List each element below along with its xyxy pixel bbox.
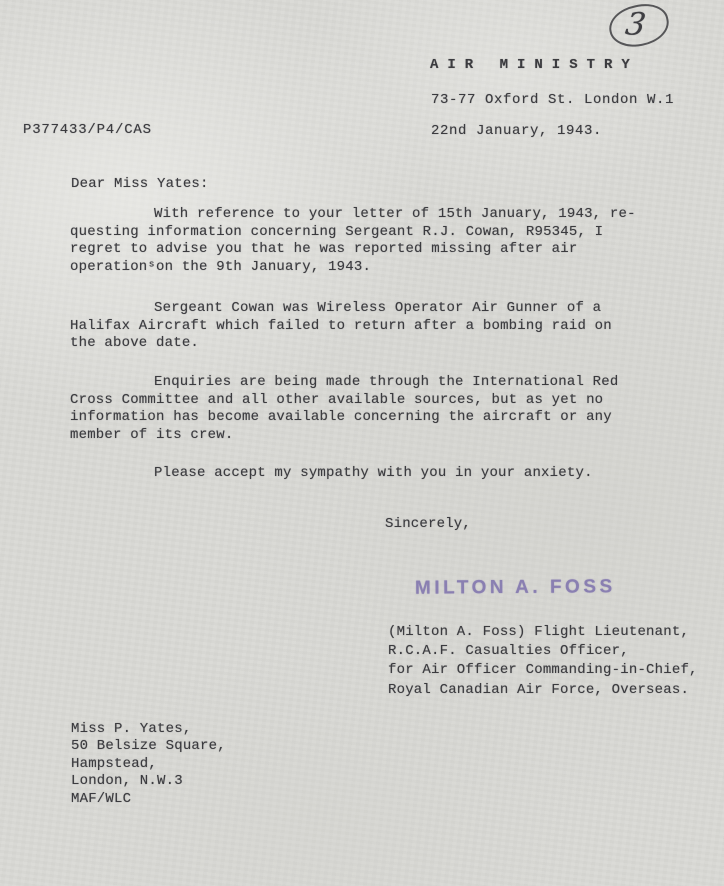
letter-date: 22nd January, 1943. (431, 123, 603, 139)
text-line: for Air Officer Commanding-in-Chief, (388, 662, 698, 679)
file-reference-number: P377433/P4/CAS (23, 122, 152, 138)
text-line: questing information concerning Sergeant R.J. Cowan, R95345, I (70, 223, 604, 240)
letterhead-organization: AIR MINISTRY (430, 57, 639, 73)
text-line: MAF/WLC (71, 790, 132, 807)
text-line: (Milton A. Foss) Flight Lieutenant, (388, 624, 690, 640)
signature-block (388, 623, 698, 700)
text-line: Royal Canadian Air Force, Overseas. (388, 681, 690, 698)
text-line: With reference to your letter of 15th January, 1943, re- (154, 206, 636, 222)
recipient-address-block (71, 721, 226, 808)
text-line: Miss P. Yates, (71, 721, 192, 737)
body-paragraph-1 (70, 206, 636, 276)
text-line: Hampstead, (71, 755, 158, 772)
text-line: Cross Committee and all other available sources, but as yet no (70, 391, 604, 408)
body-paragraph-4 (70, 465, 593, 483)
letterhead-address: 73-77 Oxford St. London W.1 (431, 92, 675, 108)
salutation: Dear Miss Yates: (71, 176, 209, 192)
text-line: Please accept my sympathy with you in your anxiety. (154, 465, 593, 481)
text-line: operationˢon the 9th January, 1943. (70, 258, 372, 275)
text-line: Sergeant Cowan was Wireless Operator Air Gunner of a (154, 300, 602, 316)
text-line: regret to advise you that he was reported missing after air (70, 241, 578, 257)
text-line: the above date. (70, 335, 200, 351)
text-line: London, N.W.3 (71, 773, 183, 790)
text-line: information has become available concerning the aircraft or any (70, 409, 612, 425)
text-line: member of its crew. (70, 426, 234, 443)
body-paragraph-2 (70, 300, 612, 353)
text-line: Enquiries are being made through the International Red (154, 374, 619, 390)
body-paragraph-3 (70, 374, 618, 444)
handwritten-page-number: 3 (623, 6, 649, 43)
text-line: 50 Belsize Square, (71, 738, 226, 755)
page-number-circle-annotation (606, 0, 673, 51)
text-line: Halifax Aircraft which failed to return after a bombing raid on (70, 317, 612, 334)
closing-sincerely: Sincerely, (385, 516, 472, 532)
signature-name-stamp: MILTON A. FOSS (414, 576, 616, 599)
text-line: R.C.A.F. Casualties Officer, (388, 643, 629, 660)
